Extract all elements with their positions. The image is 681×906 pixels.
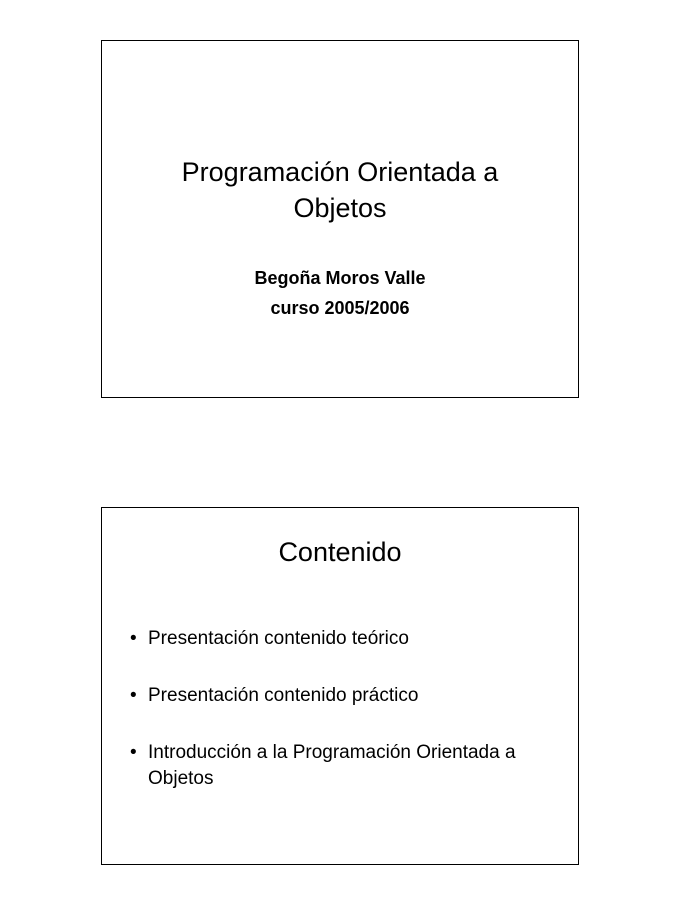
contents-list	[130, 626, 558, 792]
list-item	[130, 626, 558, 652]
author-name: Begoña Moros Valle	[254, 268, 426, 288]
slide-title-heading	[102, 154, 578, 226]
list-item	[130, 683, 558, 709]
slide-contents	[101, 507, 579, 865]
contents-heading: Contenido	[278, 537, 402, 567]
bullet-icon: •	[130, 685, 137, 706]
bullet-icon: •	[130, 628, 137, 649]
course-year: curso 2005/2006	[270, 298, 410, 318]
title-line-1: Programación Orientada a	[181, 157, 499, 187]
list-item-text: Introducción a la Programación Orientada a Objetos	[148, 742, 516, 789]
slide-title	[101, 40, 579, 398]
slide-subtitle	[102, 263, 578, 323]
list-item	[130, 740, 558, 792]
title-line-2: Objetos	[293, 193, 387, 223]
list-item-text: Presentación contenido práctico	[148, 685, 419, 706]
bullet-icon: •	[130, 742, 137, 763]
list-item-text: Presentación contenido teórico	[148, 628, 409, 649]
